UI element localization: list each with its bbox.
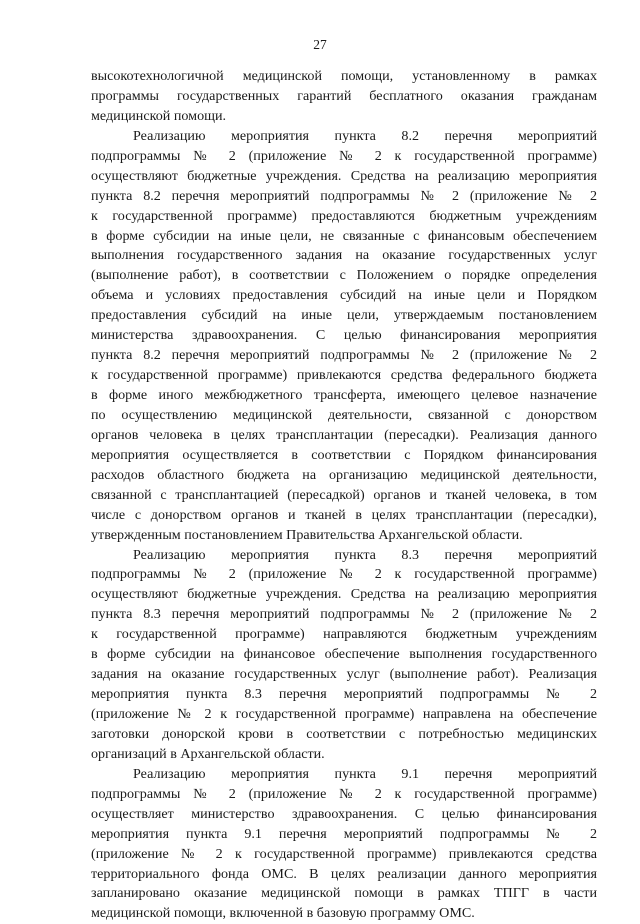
text-line: территориального фонда ОМС. В целях реализации данного мероприятия (91, 865, 597, 882)
text-line: медицинской помощи, включенной в базовую программу ОМС. (91, 905, 475, 922)
paragraph (91, 67, 597, 127)
text-line: утвержденным постановлением Правительства Архангельской области. (91, 526, 523, 543)
text-line: к государственной программе) направляются бюджетным учреждениям (91, 626, 597, 643)
text-line: выполнения государственного задания на оказание государственных услуг (91, 247, 597, 264)
text-line: к государственной программе) привлекаются средства федерального бюджета (91, 367, 597, 384)
page-number: 27 (313, 37, 327, 52)
text-line: к государственной программе) предоставляются бюджетным учреждениям (91, 207, 597, 224)
text-line: пункта 8.2 перечня мероприятий подпрограммы № 2 (приложение № 2 (91, 347, 597, 364)
document-body (91, 67, 597, 924)
text-line: осуществляют бюджетные учреждения. Средства на реализацию мероприятия (91, 586, 597, 603)
text-line: Реализацию мероприятия пункта 8.2 перечня мероприятий (133, 127, 597, 144)
text-line: предоставления субсидий на иные цели, утверждаемым постановлением (91, 307, 597, 324)
text-line: по осуществлению медицинской деятельности, связанной с донорством (91, 406, 597, 423)
text-line: запланировано оказание медицинской помощи в рамках ТПГГ в части (91, 885, 597, 902)
text-line: объема и условиях предоставления субсидий на иные цели и Порядком (91, 287, 597, 304)
text-line: пункта 8.2 перечня мероприятий подпрограммы № 2 (приложение № 2 (91, 187, 597, 204)
text-line: задания на оказание государственных услуг (выполнение работ). Реализация (91, 666, 597, 683)
paragraph (91, 546, 597, 765)
text-line: министерства здравоохранения. С целью финансирования мероприятия (91, 327, 597, 344)
text-line: Реализацию мероприятия пункта 8.3 перечня мероприятий (133, 546, 597, 563)
paragraph (91, 127, 597, 546)
paragraph (91, 765, 597, 924)
text-line: подпрограммы № 2 (приложение № 2 к государственной программе) (91, 785, 597, 802)
text-line: в форме субсидии на иные цели, не связанные с финансовым обеспечением (91, 227, 597, 244)
text-line: организаций в Архангельской области. (91, 745, 325, 762)
text-line: мероприятия осуществляется в соответствии с Порядком финансирования (91, 446, 597, 463)
text-line: связанной с трансплантацией (пересадкой) органов и тканей человека, в том (91, 486, 597, 503)
text-line: осуществляют бюджетные учреждения. Средства на реализацию мероприятия (91, 167, 597, 184)
text-line: медицинской помощи. (91, 107, 227, 124)
text-line: высокотехнологичной медицинской помощи, установленному в рамках (91, 68, 597, 84)
text-line: программы государственных гарантий бесплатного оказания гражданам (91, 87, 597, 104)
text-line: Реализацию мероприятия пункта 9.1 перечня мероприятий (133, 765, 597, 782)
text-line: (выполнение работ), в соответствии с Положением о порядке определения (91, 267, 597, 284)
text-line: подпрограммы № 2 (приложение № 2 к государственной программе) (91, 147, 597, 164)
text-line: расходов областного бюджета на организацию медицинской деятельности, (91, 466, 597, 483)
text-line: мероприятия пункта 8.3 перечня мероприятий подпрограммы № 2 (91, 686, 597, 703)
text-line: подпрограммы № 2 (приложение № 2 к государственной программе) (91, 566, 597, 583)
text-line: пункта 8.3 перечня мероприятий подпрограммы № 2 (приложение № 2 (91, 606, 597, 623)
text-line: числе с донорством органов и тканей в целях трансплантации (пересадки), (91, 506, 597, 523)
text-line: осуществляет министерство здравоохранения. С целью финансирования (91, 805, 597, 822)
text-line: мероприятия пункта 9.1 перечня мероприятий подпрограммы № 2 (91, 825, 597, 842)
text-line: в форме иного межбюджетного трансферта, имеющего целевое назначение (91, 387, 597, 403)
text-line: органов человека в целях трансплантации (пересадки). Реализация данного (91, 426, 597, 443)
text-line: (приложение № 2 к государственной программе) направлена на обеспечение (91, 706, 597, 722)
text-line: заготовки донорской крови в соответствии с потребностью медицинских (91, 725, 597, 742)
text-line: в форме субсидии на финансовое обеспечение выполнения государственного (91, 646, 597, 663)
text-line: (приложение № 2 к государственной программе) привлекаются средства (91, 845, 597, 862)
